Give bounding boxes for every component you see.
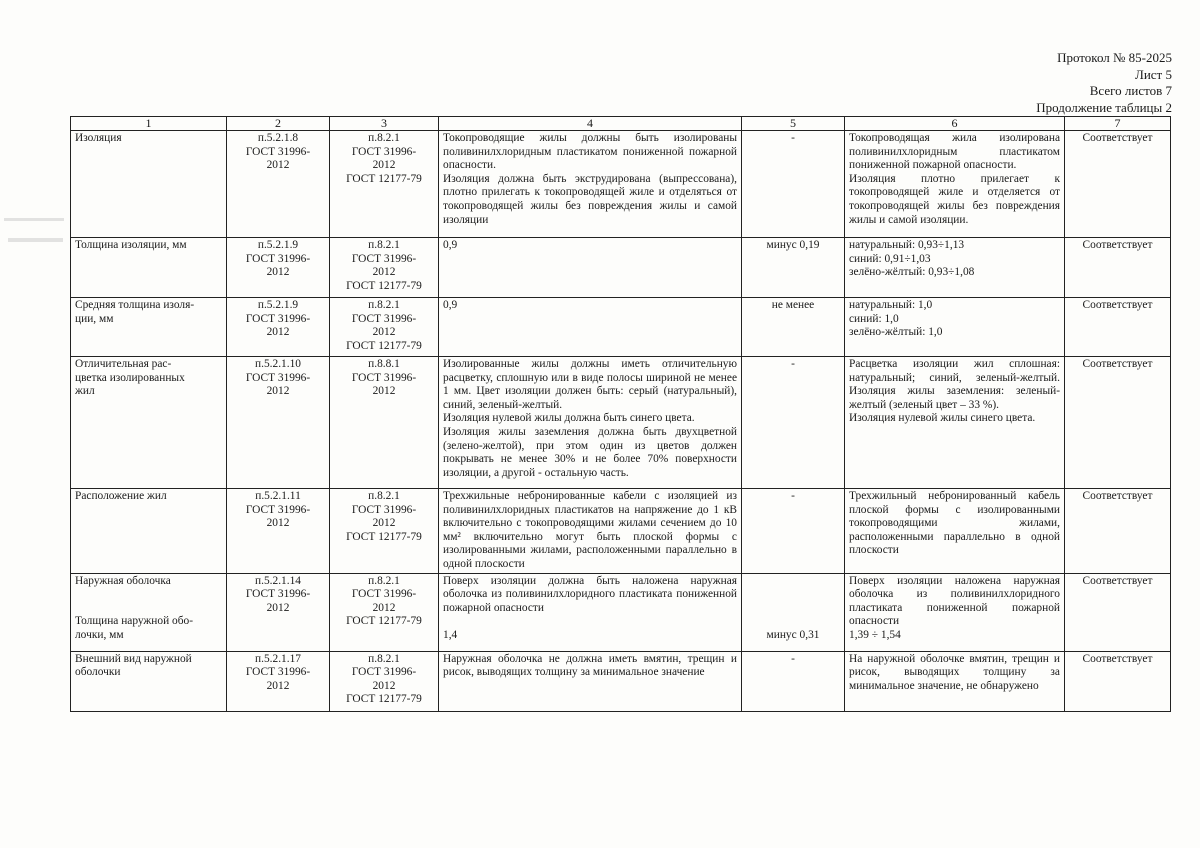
tolerance-cell [742, 131, 845, 238]
table-row [71, 489, 1171, 574]
parameter-name-cell [71, 238, 227, 298]
cell-text: Соответствует [1082, 490, 1153, 502]
cell-text: 2012 [372, 601, 396, 614]
tolerance-cell [742, 298, 845, 357]
results-table [70, 116, 1171, 712]
cell-text: синий: 1,0 [849, 312, 899, 325]
cell-text: ции, мм [75, 312, 114, 325]
cell-text: Толщина наружной обо- [75, 615, 194, 628]
cell-text [75, 588, 222, 602]
requirement-reference-cell [227, 131, 330, 238]
cell-text: Токопроводящие жилы должны быть изолированы поливинилхлоридным пластикатом пониженной пожарной опасности. [443, 132, 737, 172]
cell-text: 0,9 [443, 299, 458, 311]
test-method-reference-cell [330, 298, 439, 357]
cell-text: Изоляция должна быть экструдирована (выпрессована), плотно прилегать к токопроводящей жиле и отделяться от токопроводящей жилы без повреждения жилы и самой изоляции [443, 172, 737, 226]
cell-text: Трехжильный небронированный кабель плоской формы с изолированными токопроводящими жилами, расположенными параллельно в одной плоскости [849, 490, 1060, 557]
requirement-reference-cell [227, 298, 330, 357]
cell-text: п.5.2.1.8 [257, 132, 299, 144]
table-row [71, 573, 1171, 651]
cell-text: Внешний вид наружной [75, 652, 192, 665]
cell-text: п.8.2.1 [368, 132, 400, 144]
cell-text: 1,39 ÷ 1,54 [849, 628, 901, 641]
parameter-name-cell [71, 489, 227, 574]
cell-text: ГОСТ 31996- [351, 503, 417, 516]
cell-text: Отличительная рас- [75, 358, 172, 370]
cell-text: - [791, 132, 795, 144]
cell-text: Изоляция нулевой жилы синего цвета. [849, 412, 1036, 425]
cell-text: 2012 [372, 266, 396, 279]
actual-value-cell [845, 489, 1065, 574]
cell-text: Изолированные жилы должны иметь отличительную расцветку, сплошную или в виде полосы шириной не менее 1 мм. Цвет изоляции должен быть: серый (натуральный), синий, зеленый-желтый. [443, 358, 737, 411]
cell-text: Изоляция жилы заземления должна быть двухцветной (зелено-желтой), при этом один из цветов должен покрывать не менее 30% и не более 70% поверхности изоляции, а другой - остальную часть. [443, 425, 737, 479]
cell-text [746, 575, 840, 589]
cell-text: ГОСТ 31996- [351, 312, 417, 325]
cell-text: п.8.2.1 [368, 652, 400, 665]
cell-text: Соответствует [1082, 132, 1153, 144]
cell-text: оболочки [75, 666, 121, 679]
cell-text: п.8.2.1 [368, 239, 400, 251]
cell-text: Средняя толщина изоля- [75, 299, 195, 311]
cell-text: Токопроводящая жила изолирована поливинилхлоридным пластикатом пониженной пожарной опасности. [849, 132, 1060, 172]
cell-text: ГОСТ 31996- [245, 312, 311, 325]
cell-text [746, 602, 840, 616]
column-header: 3 [330, 117, 439, 131]
requirement-reference-cell [227, 238, 330, 298]
cell-text: 2012 [266, 326, 290, 339]
cell-text: п.5.2.1.10 [255, 358, 301, 370]
cell-text: Изоляция [75, 132, 122, 144]
column-header: 4 [439, 117, 742, 131]
actual-value-cell [845, 651, 1065, 711]
cell-text: ГОСТ 31996- [245, 503, 311, 516]
cell-text: ГОСТ 31996- [245, 371, 311, 384]
table-row [71, 298, 1171, 357]
scan-mark [8, 238, 63, 242]
test-method-reference-cell [330, 238, 439, 298]
column-header: 6 [845, 117, 1065, 131]
cell-text: Поверх изоляции наложена наружная оболочка из поливинилхлоридного пластиката пониженной пожарной опасности [849, 574, 1060, 628]
test-method-reference-cell [330, 651, 439, 711]
column-header: 7 [1065, 117, 1171, 131]
protocol-number: Протокол № 85-2025 [1057, 50, 1172, 65]
requirement-reference-cell [227, 573, 330, 651]
parameter-name-cell [71, 573, 227, 651]
cell-text: натуральный: 0,93÷1,13 [849, 239, 965, 251]
cell-text [746, 588, 840, 602]
cell-text: ГОСТ 12177-79 [346, 279, 422, 292]
cell-text: Соответствует [1082, 239, 1153, 251]
cell-text: жил [75, 385, 95, 398]
conformity-result-cell [1065, 298, 1171, 357]
cell-text [75, 602, 222, 616]
cell-text: минус 0,19 [766, 239, 820, 251]
scan-mark [4, 218, 64, 221]
column-number-row [71, 117, 1171, 131]
cell-text: зелёно-жёлтый: 0,93÷1,08 [849, 266, 975, 279]
cell-text: 2012 [266, 266, 290, 279]
tolerance-cell [742, 489, 845, 574]
table-row [71, 651, 1171, 711]
cell-text: 2012 [266, 517, 290, 530]
cell-text: п.5.2.1.14 [255, 574, 301, 587]
conformity-result-cell [1065, 357, 1171, 489]
cell-text: зелёно-жёлтый: 1,0 [849, 326, 943, 339]
tolerance-cell [742, 573, 845, 651]
requirement-text-cell [439, 238, 742, 298]
cell-text: п.8.2.1 [368, 299, 400, 311]
cell-text: - [791, 358, 795, 370]
cell-text: 2012 [372, 517, 396, 530]
cell-text: Соответствует [1082, 299, 1153, 311]
cell-text: Наружная оболочка [75, 574, 171, 587]
requirement-text-cell [439, 573, 742, 651]
conformity-result-cell [1065, 131, 1171, 238]
cell-text: Толщина изоляции, мм [75, 239, 187, 251]
cell-text: п.5.2.1.9 [257, 239, 299, 251]
cell-text: 0,9 [443, 239, 458, 251]
cell-text: Изоляция нулевой жилы должна быть синего цвета. [443, 412, 695, 425]
requirement-reference-cell [227, 357, 330, 489]
cell-text: Поверх изоляции должна быть наложена наружная оболочка из поливинилхлоридного пластиката пониженной пожарной опасности [443, 574, 737, 614]
cell-text: 1,4 [443, 628, 458, 641]
conformity-result-cell [1065, 651, 1171, 711]
cell-text: 2012 [372, 326, 396, 339]
cell-text: ГОСТ 12177-79 [346, 530, 422, 543]
cell-text: ГОСТ 12177-79 [346, 172, 422, 185]
cell-text [443, 615, 737, 629]
requirement-text-cell [439, 651, 742, 711]
cell-text: 2012 [266, 385, 290, 398]
cell-text: не менее [771, 299, 815, 311]
cell-text: ГОСТ 31996- [245, 588, 311, 601]
cell-text: 2012 [372, 679, 396, 692]
cell-text: 2012 [266, 679, 290, 692]
cell-text: Изоляция плотно прилегает к токопроводящей жиле и отделяется от токопроводящей жилы без повреждения жилы и самой изоляции. [849, 172, 1060, 226]
cell-text: ГОСТ 31996- [351, 252, 417, 265]
cell-text: ГОСТ 31996- [245, 252, 311, 265]
cell-text: п.8.8.1 [368, 358, 400, 370]
cell-text: ГОСТ 12177-79 [346, 615, 422, 628]
cell-text: п.5.2.1.9 [257, 299, 299, 311]
table-row [71, 357, 1171, 489]
tolerance-cell [742, 651, 845, 711]
test-method-reference-cell [330, 573, 439, 651]
requirement-text-cell [439, 131, 742, 238]
cell-text: Трехжильные небронированные кабели с изоляцией из поливинилхлоридных пластикатов на напряжение до 1 кВ включительно с токопроводящими жилами сечением до 10 мм² включительно могут быть плоской формы с изолированными жилами, расположенными параллельно в одной плоскости [443, 490, 737, 570]
test-method-reference-cell [330, 357, 439, 489]
requirement-text-cell [439, 357, 742, 489]
table-continuation-label: Продолжение таблицы 2 [1036, 99, 1172, 115]
cell-text: ГОСТ 31996- [245, 145, 311, 158]
cell-text: цветка изолированных [75, 371, 185, 384]
cell-text: 2012 [266, 601, 290, 614]
parameter-name-cell [71, 651, 227, 711]
actual-value-cell [845, 573, 1065, 651]
cell-text: - [791, 652, 795, 665]
conformity-result-cell [1065, 489, 1171, 574]
cell-text: п.8.2.1 [368, 574, 400, 587]
tolerance-cell [742, 238, 845, 298]
cell-text: 2012 [372, 385, 396, 398]
cell-text: - [791, 490, 795, 502]
cell-text: Соответствует [1082, 652, 1153, 665]
cell-text: 2012 [266, 159, 290, 172]
cell-text: Наружная оболочка не должна иметь вмятин, трещин и рисок, выводящих толщину за минимальное значение [443, 652, 737, 679]
total-sheets: Всего листов 7 [1089, 83, 1172, 98]
cell-text [746, 615, 840, 629]
cell-text: натуральный: 1,0 [849, 299, 933, 311]
column-header: 5 [742, 117, 845, 131]
cell-text: На наружной оболочке вмятин, трещин и рисок, выводящих толщину за минимальное значение, не обнаружено [849, 652, 1060, 692]
test-method-reference-cell [330, 489, 439, 574]
actual-value-cell [845, 131, 1065, 238]
actual-value-cell [845, 298, 1065, 357]
conformity-result-cell [1065, 238, 1171, 298]
cell-text: ГОСТ 12177-79 [346, 693, 422, 706]
cell-text: ГОСТ 12177-79 [346, 339, 422, 352]
requirement-text-cell [439, 298, 742, 357]
cell-text: ГОСТ 31996- [351, 145, 417, 158]
document-header [1036, 50, 1172, 116]
cell-text: Соответствует [1082, 358, 1153, 370]
cell-text: ГОСТ 31996- [351, 588, 417, 601]
actual-value-cell [845, 238, 1065, 298]
cell-text: ГОСТ 31996- [351, 666, 417, 679]
parameter-name-cell [71, 131, 227, 238]
test-method-reference-cell [330, 131, 439, 238]
cell-text: синий: 0,91÷1,03 [849, 252, 931, 265]
requirement-reference-cell [227, 651, 330, 711]
conformity-result-cell [1065, 573, 1171, 651]
requirement-reference-cell [227, 489, 330, 574]
table-row [71, 131, 1171, 238]
requirement-text-cell [439, 489, 742, 574]
cell-text: Расположение жил [75, 490, 167, 502]
tolerance-cell [742, 357, 845, 489]
cell-text: ГОСТ 31996- [245, 666, 311, 679]
cell-text: 2012 [372, 159, 396, 172]
cell-text: п.8.2.1 [368, 490, 400, 502]
cell-text: минус 0,31 [766, 628, 820, 641]
parameter-name-cell [71, 357, 227, 489]
cell-text: Соответствует [1082, 574, 1153, 587]
cell-text: п.5.2.1.17 [255, 652, 301, 665]
cell-text: п.5.2.1.11 [255, 490, 301, 502]
table-row [71, 238, 1171, 298]
cell-text: ГОСТ 31996- [351, 371, 417, 384]
column-header: 2 [227, 117, 330, 131]
actual-value-cell [845, 357, 1065, 489]
column-header: 1 [71, 117, 227, 131]
cell-text: Расцветка изоляции жил сплошная: натуральный; синий, зеленый-желтый. Изоляция жилы заземления: зеленый-желтый (зеленый цвет – 33 %). [849, 358, 1060, 411]
cell-text: лочки, мм [75, 628, 124, 641]
parameter-name-cell [71, 298, 227, 357]
sheet-number: Лист 5 [1135, 66, 1172, 82]
